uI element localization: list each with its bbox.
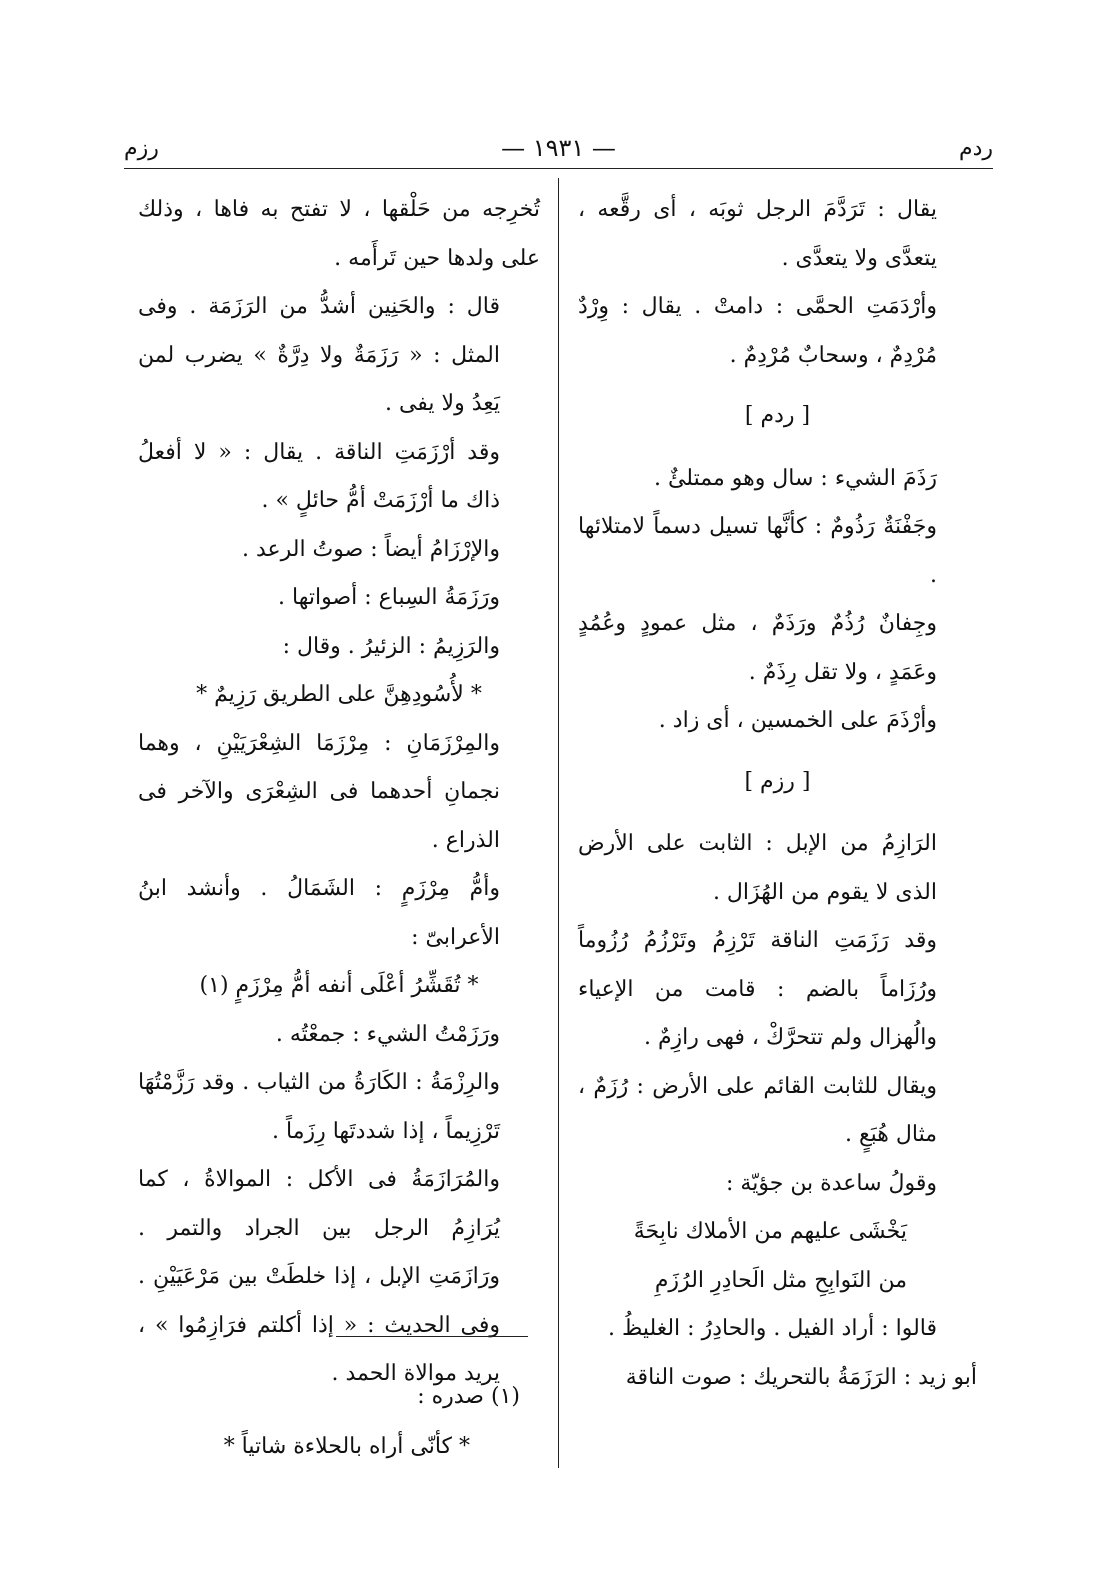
footnote-rule — [336, 1336, 528, 1337]
paragraph: وأرْدَمَتِ الحمَّى : دامتْ . يقال : وِرْدٌ مُرْدِمٌ ، وسحابٌ مُرْدِمٌ . — [578, 294, 937, 368]
page-header — [124, 132, 993, 168]
paragraph: وجَفْنَةٌ رَذُومٌ : كأنَّها تسيل دسماً لامتلائها . — [578, 514, 937, 588]
footnote — [138, 1372, 540, 1472]
header-rule — [124, 168, 993, 169]
paragraph: والمِرْزَمَانِ : مِرْزَمَا الشِعْرَيَيْنِ ، وهما نجمانِ أحدهما فى الشِعْرَى والآخر فى الذراع . — [138, 730, 500, 853]
paragraph: ورَزَمْتُ الشيء : جمعْتُه . — [275, 1021, 500, 1047]
verse-line: من النَوابِحِ مثل الَحادِرِ الرُزَمِ — [654, 1267, 907, 1293]
paragraph: وأمُّ مِرْزَمٍ : الشَمَالُ . وأنشد ابنُ الأعرابىّ : — [138, 876, 500, 950]
paragraph: يقال : تَرَدَّمَ الرجل ثوبَه ، أى رقَّعه ، يتعدَّى ولا يتعدَّى . — [578, 197, 937, 271]
paragraph: ورَزَمَةُ السِباع : أصواتها . — [278, 585, 500, 610]
footnote-verse: * كأنّى أراه بالحلاءة شاتياً * — [223, 1434, 470, 1459]
verse-line: * لأُسُودِهِنَّ على الطريق رَزِيمٌ * — [196, 682, 482, 707]
paragraph: وقولُ ساعدة بن جؤيّة : — [726, 1170, 937, 1196]
left-column — [138, 186, 540, 1399]
right-column — [578, 186, 977, 1402]
verse-line: يَخْشَى عليهم من الأملاك نابِحَةً — [633, 1219, 907, 1244]
paragraph: وقد رَزَمَتِ الناقة تَرْزِمُ وتَرْزُمُ رُزُوماً ورُزَاماً بالضم : قامت من الإعياء والُهزال ولم تتحرَّكْ ، فهى رازِمٌ . — [578, 928, 937, 1050]
paragraph: والرَزِيمُ : الزئيرُ . وقال : — [282, 633, 500, 659]
page-number: — ١٩٣١ — — [501, 134, 616, 162]
footnote-label: (١) صدره : — [417, 1384, 520, 1409]
paragraph: وقد أرْزَمَتِ الناقة . يقال : « لا أفعلُ ذاك ما أرْزَمَتْ أمُّ حائلٍ » . — [138, 439, 500, 513]
column-divider — [558, 178, 559, 1468]
entry-heading: [ رزم ] — [744, 768, 811, 794]
paragraph: ويقال للثابت القائم على الأرض : رُزَمٌ ، مثال هُبَعٍ . — [578, 1073, 937, 1147]
verse-line: * تُقَشِّرُ أعْلَى أنفه أمُّ مِرْزَمٍ (١) — [199, 973, 479, 998]
paragraph: قالوا : أراد الفيل . والحادِرُ : الغليظُ . — [607, 1316, 937, 1341]
paragraph: قال : والحَنِين أشدُّ من الرَزَمَة . وفى المثل : « رَزَمَةٌ ولا دِرَّةٌ » يضرب لمن يَعِدُ ولا يفى . — [138, 294, 500, 416]
paragraph: وأرْذَمَ على الخمسين ، أى زاد . — [658, 708, 937, 733]
paragraph: والمُرَازَمَةُ فى الأكل : الموالاةُ ، كما يُرَازِمُ الرجل بين الجراد والتمر . ورَازَمَتِ الإبل ، إذا خلطَتْ بين مَرْعَيَيْنِ . وفى الحديث : « إذا أكلتم فرَازِمُوا » ، يريد موالاة الحمد . — [138, 1167, 500, 1386]
headword-right: ردم — [958, 136, 993, 161]
paragraph: والإرْزَامُ أيضاً : صوتُ الرعد . — [241, 536, 500, 562]
paragraph: تُخرِجه من حَلْقها ، لا تفتح به فاها ، وذلك على ولدها حين تَرأَمه . — [138, 197, 540, 271]
paragraph: رَذَمَ الشيء : سال وهو ممتلئٌ . — [653, 465, 937, 491]
paragraph: وجِفانٌ رُذُمٌ ورَذَمٌ ، مثل عمودٍ وعُمُدٍ وعَمَدٍ ، ولا تقل رِذَمٌ . — [578, 611, 937, 685]
paragraph: أبو زيد : الرَزَمَةُ بالتحريك : صوت الناقة — [625, 1364, 977, 1390]
paragraph: الرَازِمُ من الإبل : الثابت على الأرض الذى لا يقوم من الهُزَال . — [578, 831, 937, 905]
headword-left: رزم — [124, 136, 159, 161]
paragraph: والرِزْمَةُ : الكَارَةُ من الثياب . وقد رَزَّمْتُهَا تَرْزِيماً ، إذا شددتَها رِزَماً . — [138, 1070, 500, 1144]
entry-heading: [ ردم ] — [744, 403, 811, 428]
